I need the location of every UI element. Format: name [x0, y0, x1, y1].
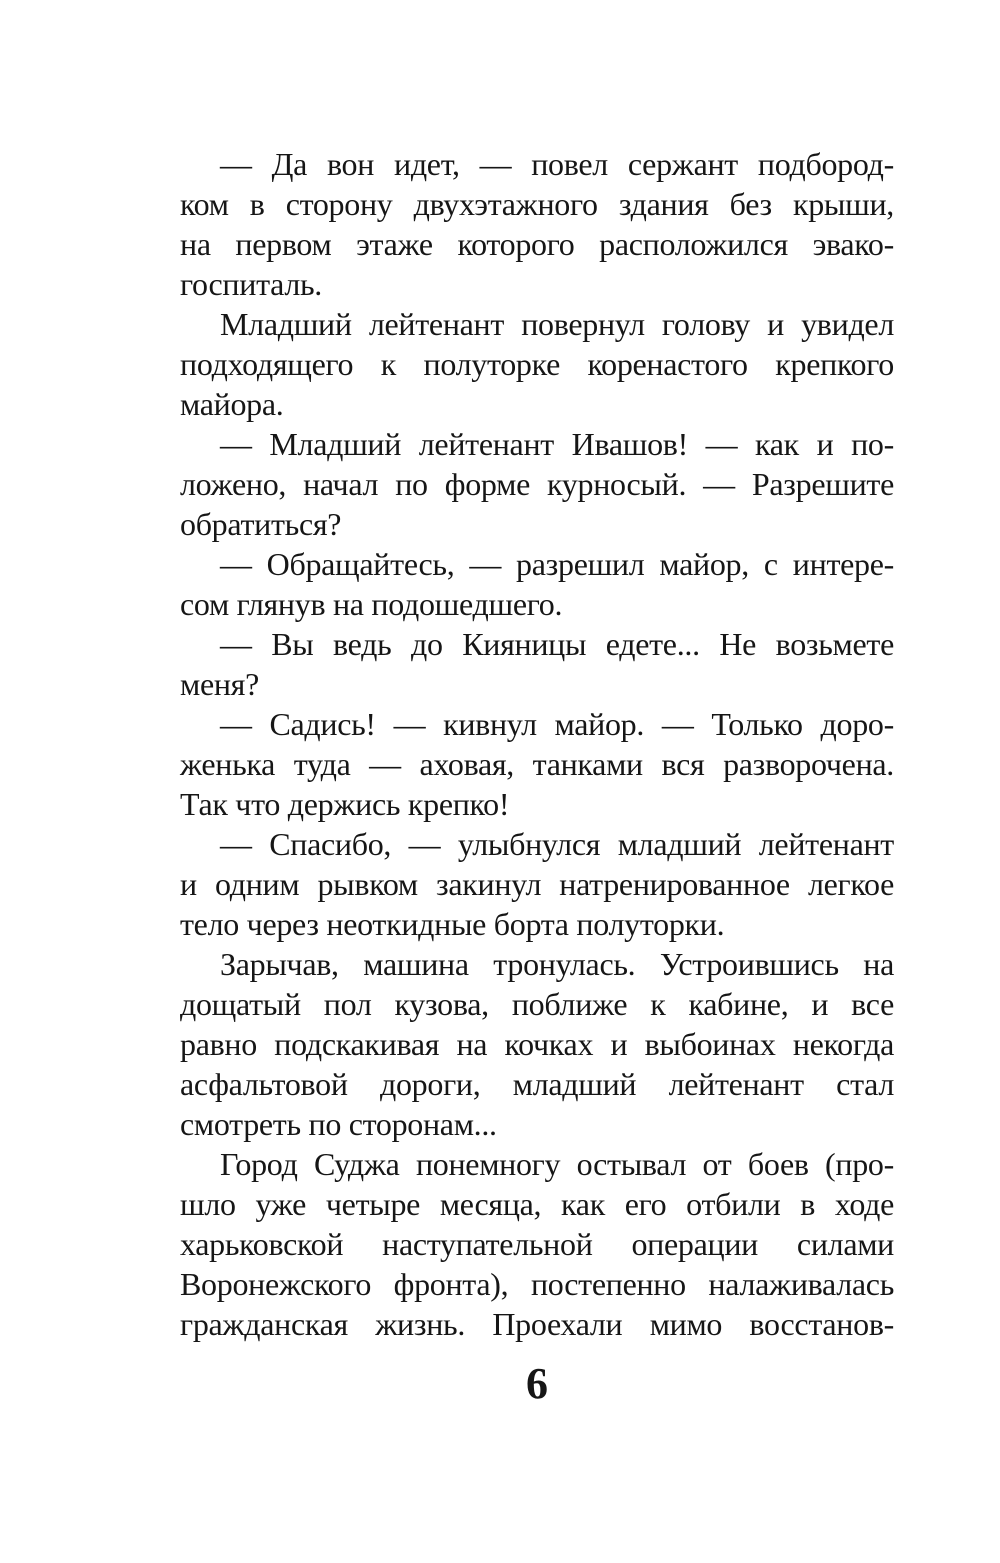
text-line: — Младший лейтенант Ивашов! — как и по-	[220, 426, 894, 462]
paragraph	[180, 704, 894, 824]
text-line: меня?	[180, 666, 260, 702]
paragraph	[180, 1144, 894, 1344]
text-line: Город Суджа понемногу остывал от боев (про-	[220, 1146, 894, 1182]
text-line: гражданская жизнь. Проехали мимо восстанов-	[180, 1306, 894, 1342]
text-line: дощатый пол кузова, поближе к кабине, и все	[180, 986, 894, 1022]
paragraph	[180, 944, 894, 1144]
paragraph	[180, 824, 894, 944]
text-line: Зарычав, машина тронулась. Устроившись на	[220, 946, 894, 982]
text-line: ком в сторону двухэтажного здания без крыши,	[180, 186, 894, 222]
page-number: 6	[526, 1359, 548, 1408]
text-line: Младший лейтенант повернул голову и увидел	[220, 306, 894, 342]
text-line: женька туда — аховая, танками вся разворочена.	[180, 746, 894, 782]
paragraph	[180, 304, 894, 424]
text-line: майора.	[180, 386, 284, 422]
text-line: тело через неоткидные борта полуторки.	[180, 906, 725, 942]
paragraph	[180, 624, 894, 704]
text-line: харьковской наступательной операции силами	[180, 1226, 894, 1262]
paragraph	[180, 544, 894, 624]
text-line: — Спасибо, — улыбнулся младший лейтенант	[220, 826, 894, 862]
text-line: смотреть по сторонам...	[180, 1106, 497, 1142]
text-line: сом глянув на подошедшего.	[180, 586, 563, 622]
text-line: — Обращайтесь, — разрешил майор, с интере-	[220, 546, 894, 582]
text-line: ложено, начал по форме курносый. — Разрешите	[180, 466, 894, 502]
text-line: подходящего к полуторке коренастого крепкого	[180, 346, 894, 382]
text-line: обратиться?	[180, 506, 342, 542]
text-line: — Вы ведь до Кияницы едете... Не возьмете	[220, 626, 894, 662]
text-line: Воронежского фронта), постепенно налаживалась	[180, 1266, 894, 1302]
text-block	[180, 144, 894, 1344]
text-line: госпиталь.	[180, 266, 323, 302]
text-line: равно подскакивая на кочках и выбоинах некогда	[180, 1026, 894, 1062]
text-line: асфальтовой дороги, младший лейтенант стал	[180, 1066, 894, 1102]
text-line: Так что держись крепко!	[180, 786, 510, 822]
text-line: на первом этаже которого расположился эвако-	[180, 226, 894, 262]
text-line: — Да вон идет, — повел сержант подбород-	[220, 146, 894, 182]
paragraph	[180, 144, 894, 304]
text-line: шло уже четыре месяца, как его отбили в ходе	[180, 1186, 894, 1222]
text-line: и одним рывком закинул натренированное легкое	[180, 866, 894, 902]
text-line: — Садись! — кивнул майор. — Только доро-	[220, 706, 894, 742]
paragraph	[180, 424, 894, 544]
